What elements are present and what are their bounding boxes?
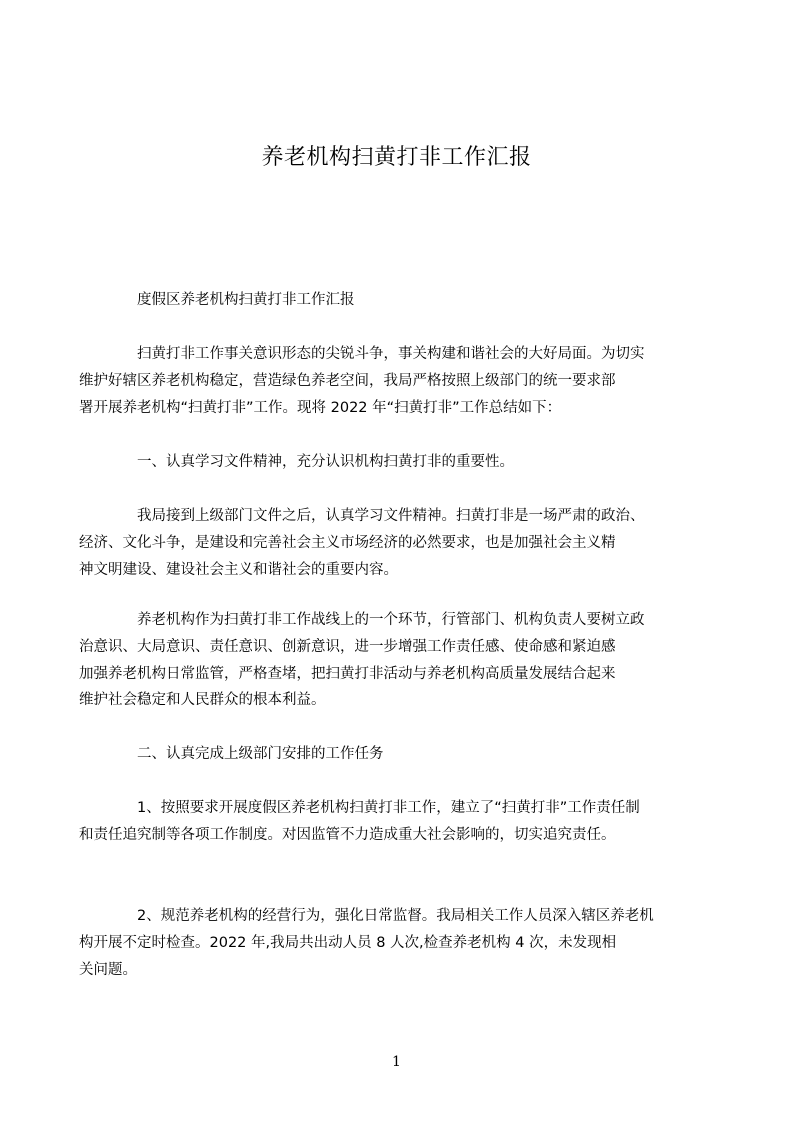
text-line: 二、认真完成上级部门安排的工作任务 bbox=[137, 746, 384, 762]
text-line: 和责任追究制等各项工作制度。对因监管不力造成重大社会影响的，切实追究责任。 bbox=[79, 826, 616, 843]
text-line: 1、按照要求开展度假区养老机构扫黄打非工作，建立了“扫黄打非”工作责任制 bbox=[137, 800, 640, 816]
text-line: 治意识、大局意识、责任意识、创新意识，进一步增强工作责任感、使命感和紧迫感 bbox=[79, 638, 616, 655]
text-line: 关问题。 bbox=[79, 961, 137, 978]
text-line: 加强养老机构日常监管，严格查堵，把扫黄打非活动与养老机构高质量发展结合起来 bbox=[79, 665, 616, 682]
page-number: 1 bbox=[392, 1054, 401, 1070]
text-line: 神文明建设、建设社会主义和谐社会的重要内容。 bbox=[79, 561, 398, 578]
paragraph-item-1 bbox=[79, 795, 712, 849]
text-line: 扫黄打非工作事关意识形态的尖锐斗争，事关构建和谐社会的大好局面。为切实 bbox=[137, 346, 645, 362]
text-line: 经济、文化斗争，是建设和完善社会主义市场经济的必然要求，也是加强社会主义精 bbox=[79, 534, 616, 551]
paragraph-subtitle bbox=[108, 287, 712, 314]
text-line: 养老机构作为扫黄打非工作战线上的一个环节，行管部门、机构负责人要树立政 bbox=[137, 612, 645, 628]
text-line: 度假区养老机构扫黄打非工作汇报 bbox=[137, 292, 355, 308]
document-title: 养老机构扫黄打非工作汇报 bbox=[261, 145, 532, 170]
paragraph-role bbox=[79, 607, 712, 714]
text-line: 一、认真学习文件精神，充分认识机构扫黄打非的重要性。 bbox=[137, 454, 514, 470]
paragraph-study bbox=[79, 503, 712, 583]
text-line: 维护好辖区养老机构稳定，营造绿色养老空间，我局严格按照上级部门的统一要求部 bbox=[79, 372, 616, 389]
text-line: 构开展不定时检查。2022 年,我局共出动人员 8 人次,检查养老机构 4 次，未发现相 bbox=[79, 934, 617, 951]
section-heading-1 bbox=[108, 449, 712, 476]
section-heading-2 bbox=[108, 741, 712, 768]
text-line: 我局接到上级部门文件之后，认真学习文件精神。扫黄打非是一场严肃的政治、 bbox=[137, 508, 645, 524]
paragraph-item-2 bbox=[79, 903, 712, 983]
paragraph-intro bbox=[79, 341, 712, 421]
text-line: 维护社会稳定和人民群众的根本利益。 bbox=[79, 692, 326, 709]
text-line: 署开展养老机构“扫黄打非”工作。现将 2022 年“扫黄打非”工作总结如下： bbox=[79, 399, 562, 416]
text-line: 2、规范养老机构的经营行为，强化日常监督。我局相关工作人员深入辖区养老机 bbox=[137, 908, 654, 924]
